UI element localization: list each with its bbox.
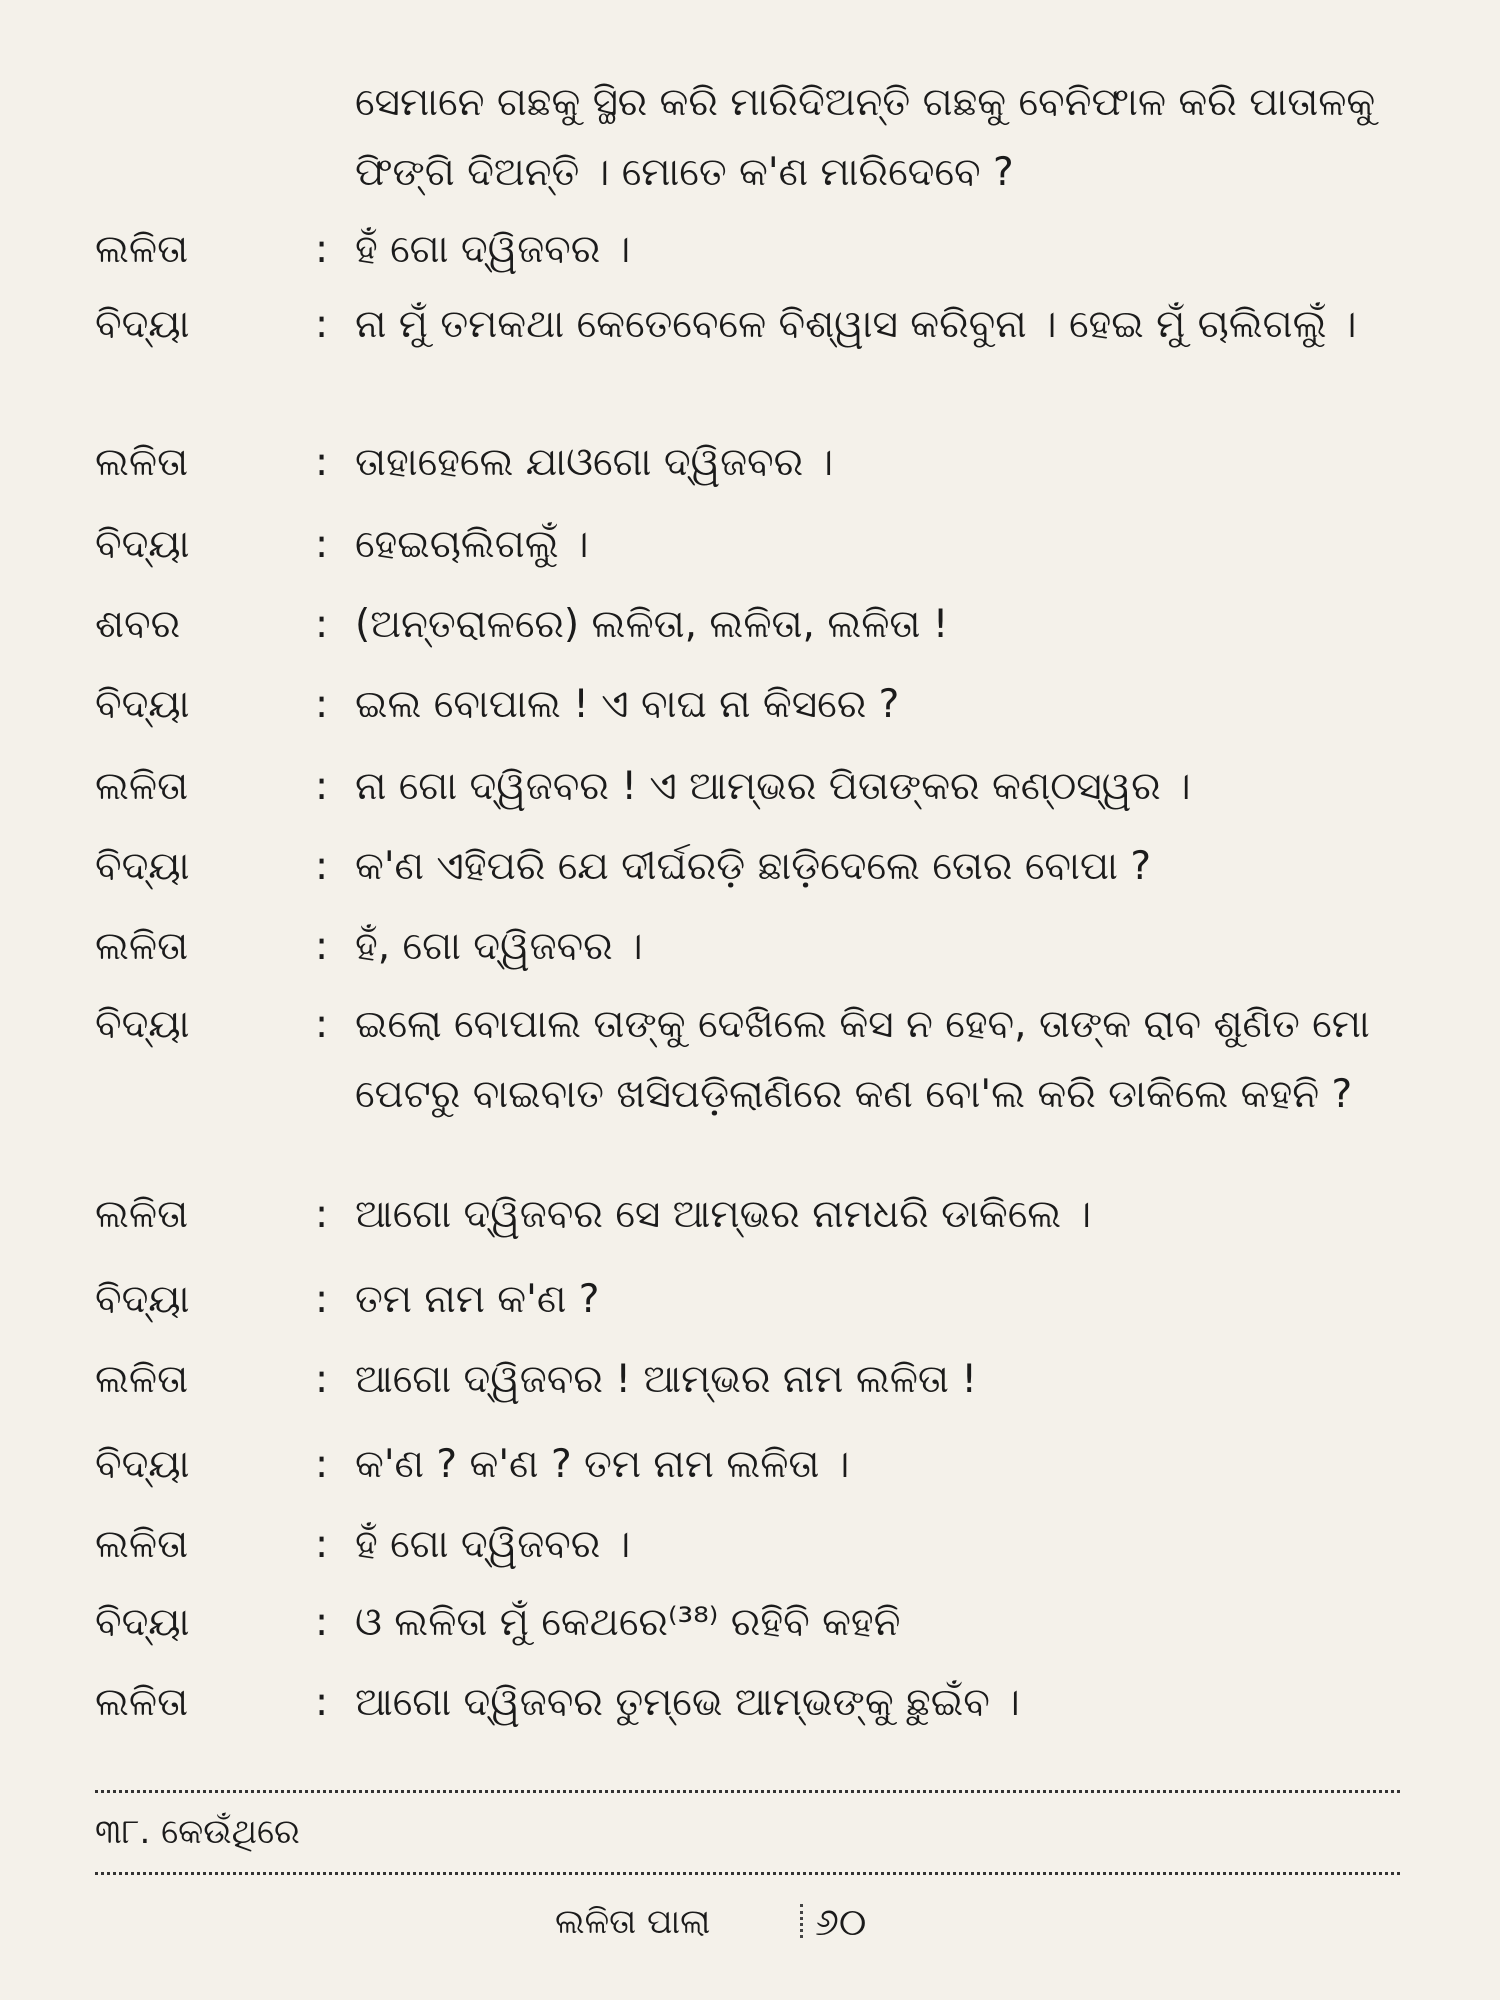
speaker-name: ବିଦ୍ୟା — [95, 844, 190, 889]
speaker-name: ବିଦ୍ୟା — [95, 522, 190, 567]
speaker-colon: : — [315, 602, 329, 647]
speaker-name: ଲଳିତା — [95, 440, 189, 485]
speaker-name: ଲଳିତା — [95, 1192, 189, 1237]
dialogue-text: କ'ଣ ? କ'ଣ ? ତମ ନାମ ଲଳିତା । — [355, 1442, 850, 1487]
speaker-name: ଲଳିତା — [95, 924, 189, 969]
speaker-colon: : — [315, 1442, 329, 1487]
dialogue-text: ନା ଗୋ ଦ୍ୱିଜବର ! ଏ ଆମ୍ଭର ପିତାଙ୍କର କଣ୍ଠସ୍ୱର । — [355, 764, 1191, 809]
page-footer — [0, 1898, 1500, 1948]
dialogue-text: ହଁ ଗୋ ଦ୍ୱିଜବର । — [355, 227, 631, 272]
dialogue-text: ଆଗୋ ଦ୍ୱିଜବର ତୁମ୍ଭେ ଆମ୍ଭଙ୍କୁ ଛୁଇଁବ । — [355, 1680, 1020, 1725]
dialogue-text: ଇଲ ବୋପାଲ ! ଏ ବାଘ ନା କିସରେ ? — [355, 682, 900, 727]
speaker-colon: : — [315, 1277, 329, 1322]
dialogue-text: ହେଇଚାଲିଗଲୁଁ । — [355, 522, 589, 567]
speaker-name: ଲଳିତା — [95, 764, 189, 809]
speaker-colon: : — [315, 1680, 329, 1725]
speaker-colon: : — [315, 1192, 329, 1237]
dialogue-text: ଆଗୋ ଦ୍ୱିଜବର ସେ ଆମ୍ଭର ନାମଧରି ଡାକିଲେ । — [355, 1192, 1092, 1237]
dialogue-text: ଆଗୋ ଦ୍ୱିଜବର ! ଆମ୍ଭର ନାମ ଲଳିତା ! — [355, 1357, 977, 1402]
speaker-colon: : — [315, 924, 329, 969]
speaker-name: ଲଳିତା — [95, 1522, 189, 1567]
speaker-colon: : — [315, 1357, 329, 1402]
footnote: ୩୮. କେଉଁଥିରେ — [95, 1812, 300, 1852]
footer-title: ଲଳିତା ପାଲା — [555, 1902, 711, 1942]
speaker-colon: : — [315, 1002, 329, 1047]
page-number: ୬୦ — [815, 1900, 867, 1944]
dialogue-text: ତମ ନାମ କ'ଣ ? — [355, 1277, 600, 1322]
speaker-name: ଶବର — [95, 602, 181, 647]
dialogue-text: (ଅନ୍ତରାଳରେ) ଲଳିତା, ଲଳିତା, ଲଳିତା ! — [355, 602, 949, 647]
dialogue-text: କ'ଣ ଏହିପରି ଯେ ଦୀର୍ଘରଡ଼ି ଛାଡ଼ିଦେଲେ ତୋର ବୋପା ? — [355, 844, 1152, 889]
speaker-name: ବିଦ୍ୟା — [95, 682, 190, 727]
speaker-name: ବିଦ୍ୟା — [95, 1442, 190, 1487]
speaker-name: ବିଦ୍ୟା — [95, 302, 190, 347]
intro-paragraph: ସେମାନେ ଗଛକୁ ସ୍ଥିର କରି ମାରିଦିଅନ୍ତି ଗଛକୁ ବେନିଫାଳ କରି ପାତାଳକୁ ଫିଙ୍ଗି ଦିଅନ୍ତି । ମୋତେ କ'ଣ ମାରିଦେବେ ? — [355, 80, 1376, 195]
speaker-colon: : — [315, 440, 329, 485]
dialogue-text: ଇଲୋ ବୋପାଲ ତାଙ୍କୁ ଦେଖିଲେ କିସ ନ ହେବ, ତାଙ୍କ ରାବ ଶୁଣିତ ମୋ ପେଟରୁ ବାଇବାତ ଖସିପଡ଼ିଲାଣିରେ କଣ ବୋ'ଲ କରି ଡାକିଲେ କହନି ? — [355, 1002, 1370, 1117]
speaker-name: ଲଳିତା — [95, 1357, 189, 1402]
speaker-colon: : — [315, 844, 329, 889]
footer-separator — [800, 1904, 806, 1938]
dialogue-text: ତାହାହେଲେ ଯାଓଗୋ ଦ୍ୱିଜବର । — [355, 440, 834, 485]
dialogue-text: ନା ମୁଁ ତମକଥା କେତେବେଳେ ବିଶ୍ୱାସ କରିବୁନା । ହେଇ ମୁଁ ଚାଲିଗଲୁଁ । — [355, 302, 1357, 347]
dialogue-text: ହଁ, ଗୋ ଦ୍ୱିଜବର । — [355, 924, 643, 969]
speaker-colon: : — [315, 764, 329, 809]
footnote-divider-top — [95, 1790, 1400, 1793]
speaker-name: ବିଦ୍ୟା — [95, 1277, 190, 1322]
speaker-colon: : — [315, 522, 329, 567]
speaker-colon: : — [315, 302, 329, 347]
speaker-colon: : — [315, 682, 329, 727]
speaker-name: ଲଳିତା — [95, 227, 189, 272]
speaker-name: ବିଦ୍ୟା — [95, 1600, 190, 1645]
speaker-colon: : — [315, 1600, 329, 1645]
speaker-colon: : — [315, 1522, 329, 1567]
speaker-name: ଲଳିତା — [95, 1680, 189, 1725]
dialogue-text: ହଁ ଗୋ ଦ୍ୱିଜବର । — [355, 1522, 631, 1567]
dialogue-text: ଓ ଲଳିତା ମୁଁ କେଥରେ⁽³⁸⁾ ରହିବି କହନି — [355, 1600, 901, 1645]
speaker-colon: : — [315, 227, 329, 272]
speaker-name: ବିଦ୍ୟା — [95, 1002, 190, 1047]
footnote-divider-bottom — [95, 1872, 1400, 1875]
